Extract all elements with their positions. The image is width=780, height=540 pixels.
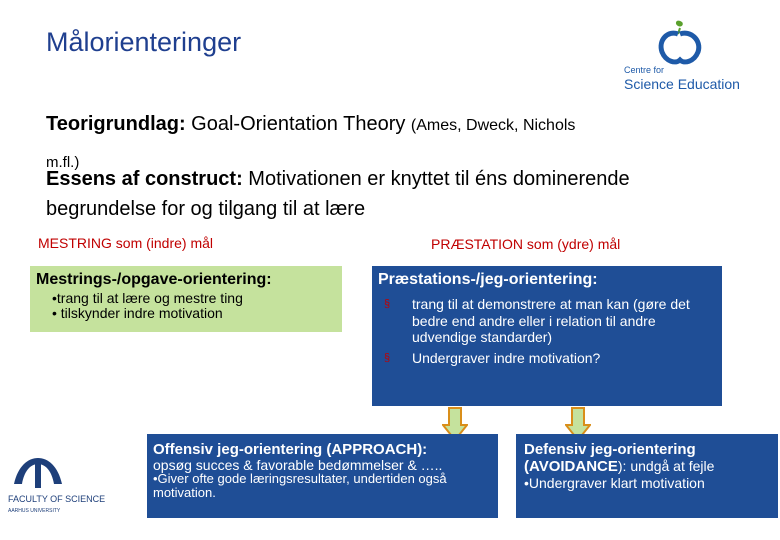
faculty-name: FACULTY OF SCIENCE: [8, 494, 106, 504]
theory-label: Teorigrundlag:: [46, 113, 186, 135]
defensiv-heading: Defensiv jeg-orientering: [524, 441, 696, 458]
apple-logo-icon: [618, 16, 758, 66]
offensiv-heading: Offensiv jeg-orientering (APPROACH):: [153, 441, 428, 458]
list-item-text: trang til at demonstrere at man kan (gøre det bedre end andre eller i relation til andre udvendige standarder): [412, 296, 690, 345]
offensiv-line2: •Giver ofte gode læringsresultater, undertiden også motivation.: [153, 471, 447, 500]
cse-logo-line2: Science Education: [624, 76, 740, 92]
faculty-of-science-logo: [8, 454, 133, 516]
aarhus-university-seal-icon: [8, 454, 68, 492]
mestring-label: MESTRING som (indre) mål: [38, 235, 214, 251]
list-item: • tilskynder indre motivation: [52, 305, 223, 321]
praestation-box: [372, 266, 722, 406]
essens-label: Essens af construct:: [46, 168, 243, 190]
mestring-box: [30, 266, 342, 332]
list-item: [378, 350, 716, 367]
list-item-text: Undergraver indre motivation?: [412, 349, 601, 366]
praestation-heading: Præstations-/jeg-orientering:: [378, 271, 598, 288]
essens-text: Motivationen er knyttet til éns dominerende begrundelse for og tilgang til at lære: [46, 168, 630, 220]
defensiv-avoidance: (AVOIDANCE: [524, 458, 618, 475]
cse-logo-line1: Centre for: [624, 65, 665, 75]
university-name: AARHUS UNIVERSITY: [8, 508, 61, 514]
list-item: [378, 296, 716, 346]
offensiv-box: [147, 434, 498, 518]
theory-refs-cont: m.fl.): [46, 154, 80, 171]
theory-refs: (Ames, Dweck, Nichols: [410, 117, 576, 134]
defensiv-heading2-rest: ): undgå at fejle: [617, 458, 715, 474]
praestation-label: PRÆSTATION som (ydre) mål: [431, 236, 621, 252]
defensiv-line1: •Undergraver klart motivation: [524, 475, 705, 491]
mestring-list: [52, 291, 336, 321]
offensiv-line1: opsøg succes & favorable bedømmelser & …..: [153, 457, 443, 473]
defensiv-heading2: [524, 458, 770, 475]
section-bullet-icon: §: [384, 298, 391, 310]
list-item: •trang til at lære og mestre ting: [52, 290, 243, 306]
mestring-heading: Mestrings-/opgave-orientering:: [36, 271, 272, 288]
essens-paragraph: [46, 164, 686, 224]
defensiv-box: [516, 434, 778, 518]
theory-line: [46, 113, 575, 136]
theory-text: Goal-Orientation Theory: [185, 113, 411, 135]
praestation-list: [378, 296, 716, 366]
section-bullet-icon: §: [384, 351, 391, 364]
slide-title: Målorienteringer: [46, 27, 242, 57]
centre-science-education-logo: [618, 16, 758, 96]
